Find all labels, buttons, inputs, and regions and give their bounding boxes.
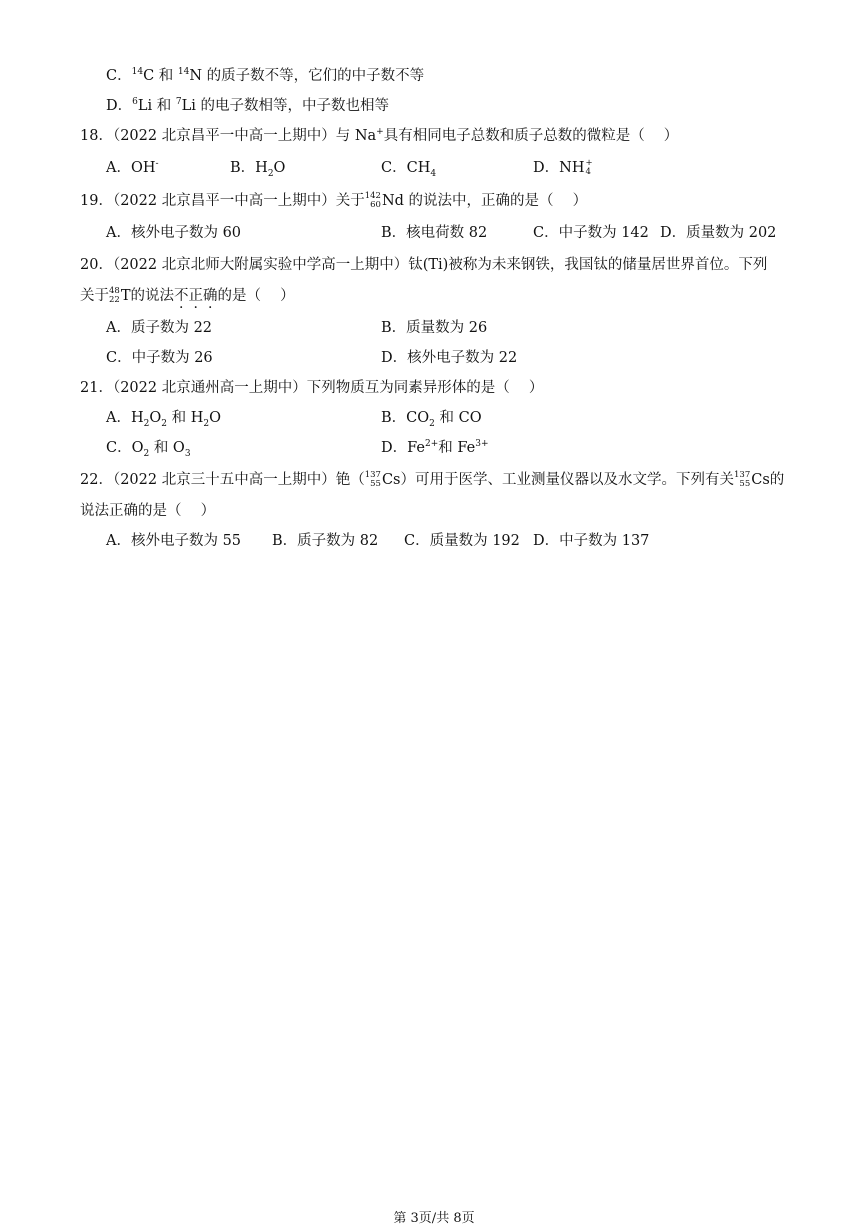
q20-option-a: A．质子数为 22 xyxy=(106,320,213,336)
cs-isotope: 137 55 Cs xyxy=(364,470,401,489)
q22-stem-line1: 22．（2022 北京三十五中高一上期中）铯（ 137 55 Cs）可用于医学、工业测量仪器以及水文学。下列有关 137 55 Cs的 xyxy=(80,470,785,489)
q17-option-c: C．$^{14}$C 和 $^{14}$N 的质子数不等，它们的中子数不等 xyxy=(106,67,425,84)
q22-option-b: B．质子数为 82 xyxy=(272,533,379,549)
page-footer: 第 3页/共 8页 xyxy=(393,1211,475,1226)
q18-option-c: C．$CH_4$ xyxy=(381,160,437,179)
q20-option-b: B．质量数为 26 xyxy=(381,320,488,336)
q21-option-a: A．$H_2O_2$ 和 $H_2O$ xyxy=(106,410,221,429)
q18-option-b: B．$H_2O$ xyxy=(230,160,286,179)
q20-option-d: D．核外电子数为 22 xyxy=(381,350,518,366)
q20-option-c: C．中子数为 26 xyxy=(106,350,213,366)
q21-option-c: C．$O_2$ 和 $O_3$ xyxy=(106,440,191,459)
nd-isotope: 142 60 Nd xyxy=(364,191,404,210)
q20-stem-line1: 20．（2022 北京北师大附属实验中学高一上期中）钛(Ti)被称为未来钢铁，我国钛的储量居世界首位。下列 xyxy=(80,257,768,273)
q22-option-d: D．中子数为 137 xyxy=(533,533,650,549)
q21-option-b: B．$CO_2$ 和 CO xyxy=(381,410,482,429)
q19-option-b: B．核电荷数 82 xyxy=(381,225,488,241)
q21-option-d: D．$Fe^{2+}$和 $Fe^{3+}$ xyxy=(381,439,489,456)
q19-option-d: D．质量数为 202 xyxy=(660,225,777,241)
q17-option-d: D．$^6$Li 和 $^7$Li 的电子数相等，中子数也相等 xyxy=(106,97,389,114)
q18-option-a: A．OH- xyxy=(106,159,159,176)
ti-isotope: 48 22 T xyxy=(109,286,131,305)
q21-stem: 21．（2022 北京通州高一上期中）下列物质互为同素异形体的是（ ） xyxy=(80,380,544,396)
q18-option-d: D．NH + 4 xyxy=(533,158,593,177)
q19-option-a: A．核外电子数为 60 xyxy=(106,225,242,241)
q19-option-c: C．中子数为 142 xyxy=(533,225,649,241)
q20-stem-line2: 关于 48 22 T的说法不正确的是（ ） xyxy=(80,286,295,305)
q22-option-c: C．质量数为 192 xyxy=(404,533,520,549)
q18-stem: 18．（2022 北京昌平一中高一上期中）与 Na+具有相同电子总数和质子总数的微粒是（ ） xyxy=(80,127,679,144)
q22-option-a: A．核外电子数为 55 xyxy=(106,533,242,549)
q19-stem: 19．（2022 北京昌平一中高一上期中）关于 142 60 Nd 的说法中，正确的是（ ） xyxy=(80,191,588,210)
cs-isotope-2: 137 55 Cs xyxy=(734,470,770,489)
q22-stem-line2: 说法正确的是（ ） xyxy=(80,503,216,519)
